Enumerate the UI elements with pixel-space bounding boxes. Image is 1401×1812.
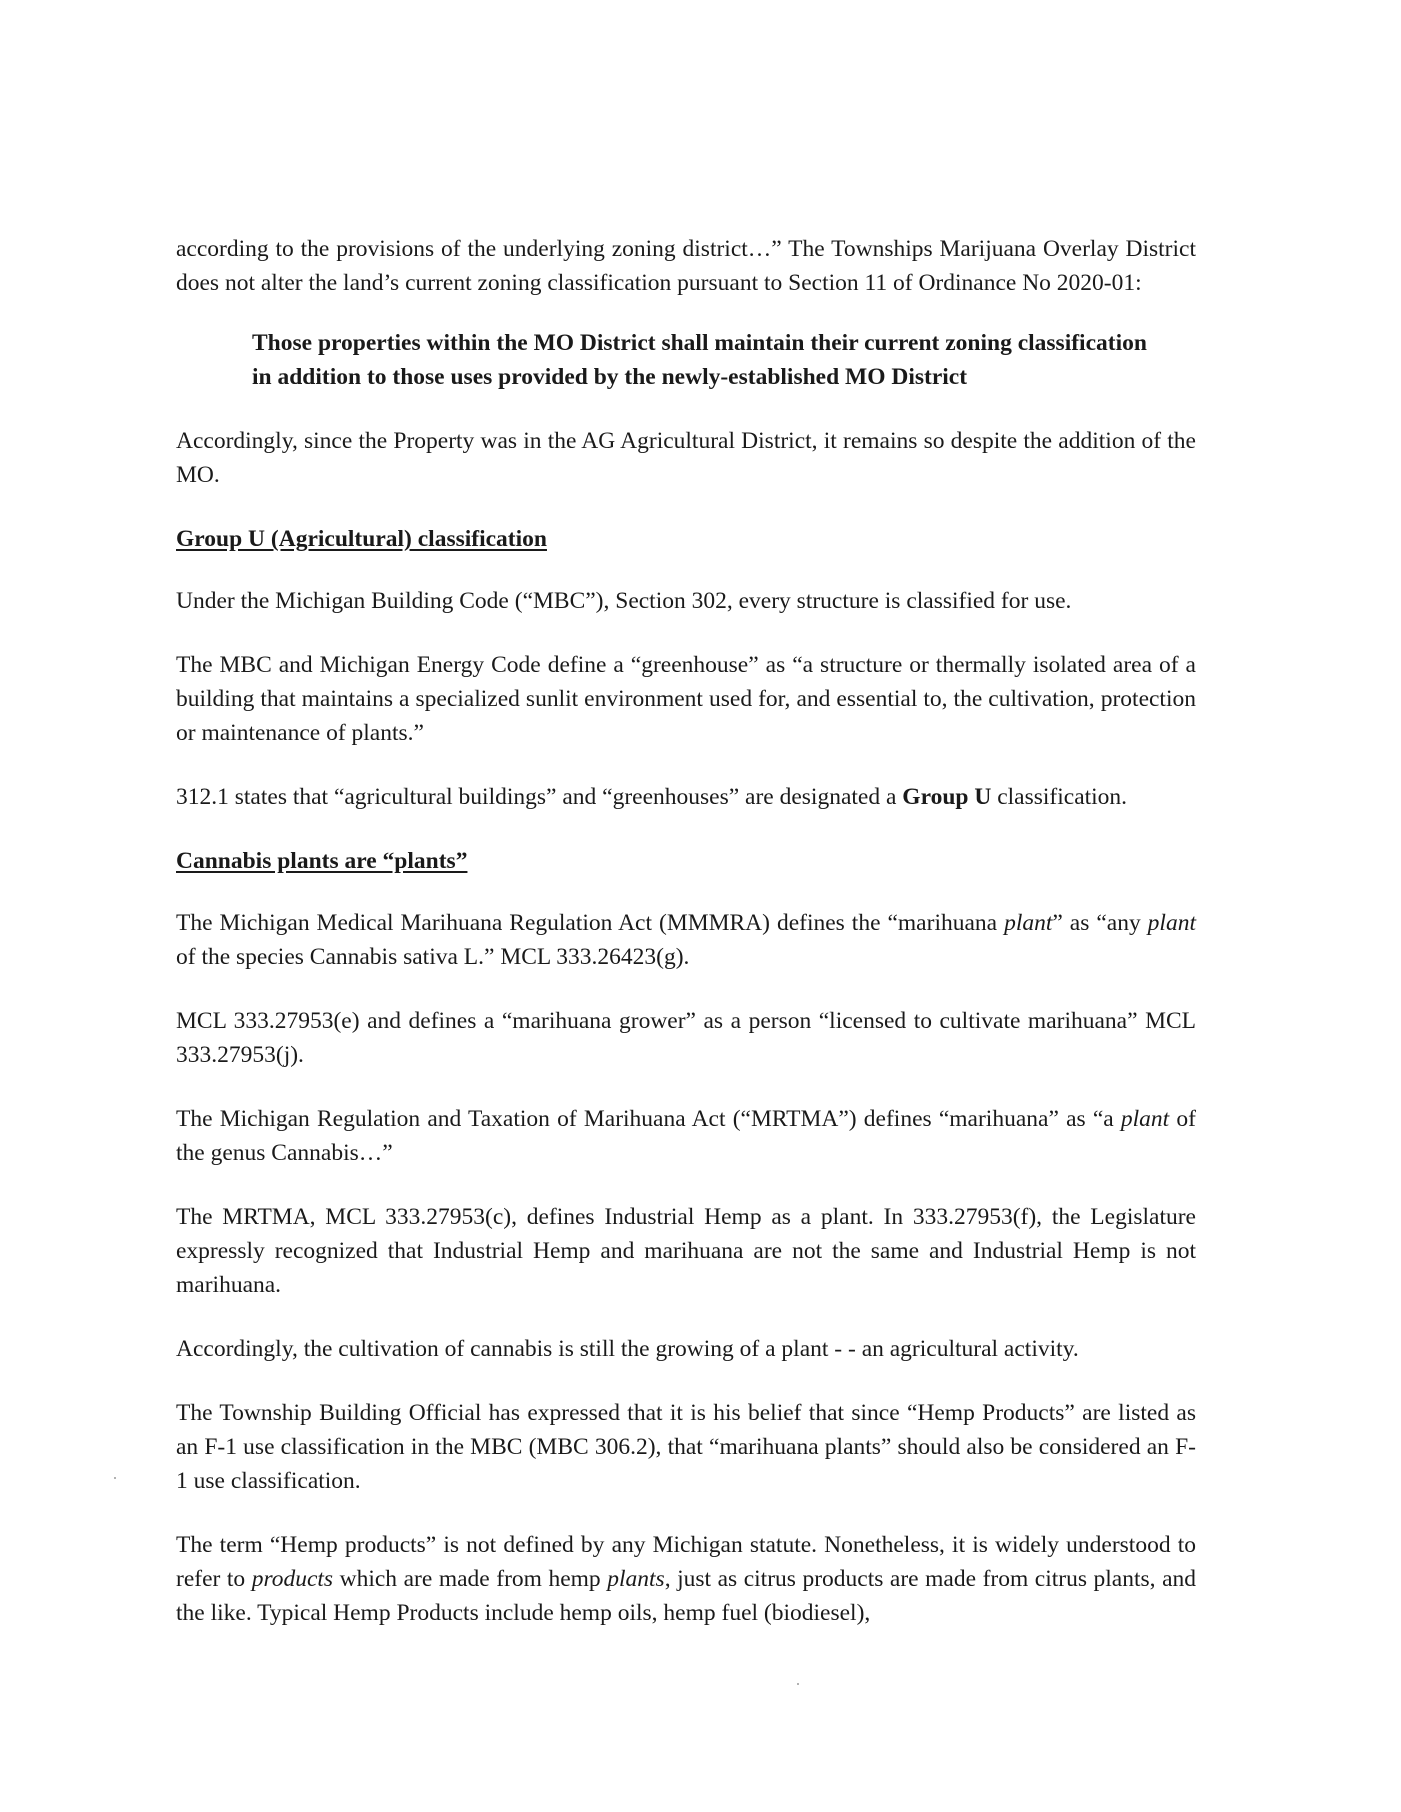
paragraph-zoning-overlay: according to the provisions of the underlying zoning district…” The Townships Marijuana Overlay District does not alter the land’s current zoning classification pursuant to Section 11 of Ordinance No 2020-01: — [176, 236, 1196, 296]
paragraph-cultivation-conclusion: Accordingly, the cultivation of cannabis is still the growing of a plant - - an agricultural activity. — [176, 1336, 1079, 1362]
paragraph-312-1-text-a: 312.1 states that “agricultural buildings” and “greenhouses” are designated a — [176, 784, 903, 810]
paragraph-greenhouse-definition: The MBC and Michigan Energy Code define a “greenhouse” as “a structure or thermally isolated area of a building that maintains a specialized sunlit environment used for, and essential to, the cultivation, protection or maintenance of plants.” — [176, 652, 1196, 746]
document-page — [176, 232, 1196, 1660]
paragraph-mbc-section-302: Under the Michigan Building Code (“MBC”), Section 302, every structure is classified for use. — [176, 588, 1072, 614]
paragraph-hemp-products-text-a: The term “Hemp products” is not defined by any Michigan statute. Nonetheless, it is widely understood to refer to — [176, 1532, 1196, 1592]
paragraph-312-1 — [176, 780, 1196, 814]
paragraph-mrtma — [176, 1102, 1196, 1170]
plant-emphasis-2: plant — [1147, 910, 1196, 936]
paragraph-industrial-hemp: The MRTMA, MCL 333.27953(c), defines Industrial Hemp as a plant. In 333.27953(f), the Legislature expressly recognized that Industrial Hemp and marihuana are not the same and Industrial Hemp is not marihuana. — [176, 1204, 1196, 1298]
paragraph-mmmra-text-c: of the species Cannabis sativa L.” MCL 333.26423(g). — [176, 944, 690, 970]
products-emphasis: products — [251, 1566, 334, 1592]
plant-emphasis-1: plant — [1004, 910, 1053, 936]
paragraph-mmmra — [176, 906, 1196, 974]
paragraph-mrtma-text-a: The Michigan Regulation and Taxation of Marihuana Act (“MRTMA”) defines “marihuana” as “a — [176, 1106, 1121, 1132]
plant-emphasis-3: plant — [1120, 1106, 1170, 1132]
paragraph-312-1-text-b: classification. — [991, 784, 1128, 810]
paragraph-marihuana-grower: MCL 333.27953(e) and defines a “marihuana grower” as a person “licensed to cultivate marihuana” MCL 333.27953(j). — [176, 1008, 1196, 1068]
paragraph-mrtma-text-b: of the genus Cannabis…” — [176, 1106, 1196, 1166]
paragraph-ag-district: Accordingly, since the Property was in the AG Agricultural District, it remains so despite the addition of the MO. — [176, 428, 1196, 488]
scan-speck — [114, 1477, 116, 1479]
paragraph-hemp-products-text-c: , just as citrus products are made from citrus plants, and the like. Typical Hemp Products include hemp oils, hemp fuel (biodiesel), — [176, 1566, 1197, 1626]
paragraph-hemp-products-text-b: which are made from hemp — [333, 1566, 608, 1592]
heading-group-u: Group U (Agricultural) classification — [176, 526, 547, 552]
paragraph-building-official: The Township Building Official has expressed that it is his belief that since “Hemp Products” are listed as an F-1 use classification in the MBC (MBC 306.2), that “marihuana plants” should also be considered an F-1 use classification. — [176, 1400, 1196, 1494]
scan-speck — [797, 1683, 799, 1685]
ordinance-quote: Those properties within the MO District shall maintain their current zoning classification in addition to those uses provided by the newly-established MO District — [252, 330, 1147, 390]
paragraph-mmmra-text-a: The Michigan Medical Marihuana Regulation Act (MMMRA) defines the “marihuana — [176, 910, 1005, 936]
plants-emphasis: plants — [607, 1566, 665, 1592]
group-u-emphasis: Group U — [902, 784, 992, 810]
paragraph-mmmra-text-b: ” as “any — [1052, 910, 1148, 936]
heading-cannabis-plants: Cannabis plants are “plants” — [176, 848, 468, 874]
paragraph-hemp-products — [176, 1528, 1196, 1630]
